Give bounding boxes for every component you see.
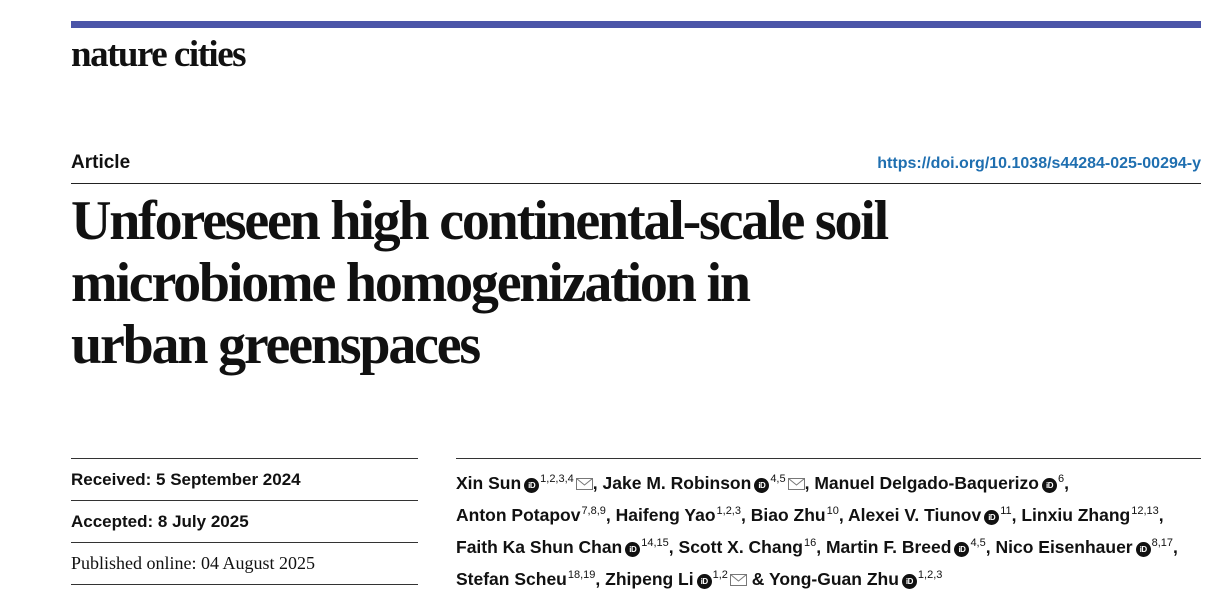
orcid-icon[interactable]: iD xyxy=(524,478,539,493)
author-item xyxy=(1021,505,1163,525)
author-separator: , xyxy=(985,537,991,557)
author-name[interactable]: Stefan Scheu xyxy=(456,569,567,589)
author-separator: , xyxy=(595,569,601,589)
author-affiliation-numbers: 4,5 xyxy=(970,537,986,549)
author-item xyxy=(456,569,600,589)
orcid-icon[interactable]: iD xyxy=(754,478,769,493)
orcid-icon[interactable]: iD xyxy=(697,574,712,589)
author-item xyxy=(456,473,598,493)
author-affiliation-numbers: 4,5 xyxy=(770,473,786,485)
author-separator: & xyxy=(746,569,765,589)
author-affiliation-numbers: 1,2 xyxy=(712,569,728,581)
author-affiliation-numbers: 1,2,3 xyxy=(716,505,741,517)
doi-link[interactable]: https://doi.org/10.1038/s44284-025-00294-y xyxy=(877,155,1201,172)
author-name[interactable]: Martin F. Breed xyxy=(825,537,952,557)
author-affiliation-numbers: 7,8,9 xyxy=(581,505,606,517)
author-name[interactable]: Haifeng Yao xyxy=(615,505,716,525)
authors-divider xyxy=(456,458,1201,459)
accepted-date: Accepted: 8 July 2025 xyxy=(71,500,418,542)
author-name[interactable]: Yong-Guan Zhu xyxy=(768,569,899,589)
author-name[interactable]: Faith Ka Shun Chan xyxy=(456,537,623,557)
author-separator: , xyxy=(1158,505,1164,525)
journal-top-bar xyxy=(71,21,1201,28)
header-divider xyxy=(71,183,1201,184)
author-separator: , xyxy=(740,505,746,525)
author-item xyxy=(848,505,1017,525)
published-date: Published online: 04 August 2025 xyxy=(71,542,418,585)
title-line: urban greenspaces xyxy=(71,314,480,376)
author-affiliation-numbers: 12,13 xyxy=(1131,505,1159,517)
title-line: microbiome homogenization in xyxy=(71,252,749,314)
envelope-icon[interactable] xyxy=(576,478,593,490)
author-separator: , xyxy=(1011,505,1017,525)
author-affiliation-numbers: 16 xyxy=(803,537,817,549)
author-affiliation-numbers: 18,19 xyxy=(567,569,596,581)
author-separator: , xyxy=(605,505,611,525)
author-item xyxy=(456,505,611,525)
author-name[interactable]: Jake M. Robinson xyxy=(602,473,752,493)
author-affiliation-numbers: 10 xyxy=(826,505,839,517)
orcid-icon[interactable]: iD xyxy=(984,510,999,525)
author-affiliation-numbers: 6 xyxy=(1057,473,1065,485)
author-affiliation-numbers: 11 xyxy=(1000,505,1012,517)
envelope-icon[interactable] xyxy=(730,574,747,586)
author-name[interactable]: Nico Eisenhauer xyxy=(995,537,1133,557)
author-item xyxy=(826,537,991,557)
publication-dates xyxy=(71,458,418,585)
author-name[interactable]: Biao Zhu xyxy=(750,505,826,525)
author-item xyxy=(814,473,1069,493)
author-name[interactable]: Xin Sun xyxy=(456,473,522,493)
orcid-icon[interactable]: iD xyxy=(902,574,917,589)
author-item xyxy=(605,569,764,589)
author-item xyxy=(679,537,822,557)
author-name[interactable]: Alexei V. Tiunov xyxy=(847,505,982,525)
author-item xyxy=(616,505,746,525)
article-title xyxy=(71,190,1171,376)
author-item xyxy=(995,537,1177,557)
author-separator: , xyxy=(804,473,810,493)
author-list xyxy=(456,465,1201,593)
author-separator: , xyxy=(838,505,844,525)
author-item xyxy=(603,473,810,493)
author-item xyxy=(751,505,844,525)
author-name[interactable]: Scott X. Chang xyxy=(678,537,803,557)
author-affiliation-numbers: 14,15 xyxy=(641,537,669,549)
envelope-icon[interactable] xyxy=(788,478,805,490)
author-affiliation-numbers: 1,2,3,4 xyxy=(540,473,574,485)
author-separator: , xyxy=(1173,537,1178,557)
received-date: Received: 5 September 2024 xyxy=(71,458,418,500)
orcid-icon[interactable]: iD xyxy=(1042,478,1057,493)
author-name[interactable]: Linxiu Zhang xyxy=(1021,505,1131,525)
author-affiliation-numbers: 8,17 xyxy=(1151,537,1174,549)
journal-logo[interactable]: nature cities xyxy=(71,34,246,75)
author-name[interactable]: Anton Potapov xyxy=(456,505,581,525)
author-item xyxy=(456,537,674,557)
orcid-icon[interactable]: iD xyxy=(625,542,640,557)
orcid-icon[interactable]: iD xyxy=(1136,542,1151,557)
title-line: Unforeseen high continental-scale soil xyxy=(71,190,888,252)
author-separator: , xyxy=(1064,473,1069,493)
author-separator: , xyxy=(668,537,674,557)
author-affiliation-numbers: 1,2,3 xyxy=(917,569,943,581)
article-type-label: Article xyxy=(71,152,131,173)
author-item xyxy=(769,569,942,589)
author-name[interactable]: Zhipeng Li xyxy=(605,569,694,589)
orcid-icon[interactable]: iD xyxy=(954,542,969,557)
author-separator: , xyxy=(816,537,822,557)
author-separator: , xyxy=(592,473,598,493)
author-name[interactable]: Manuel Delgado-Baquerizo xyxy=(814,473,1039,493)
